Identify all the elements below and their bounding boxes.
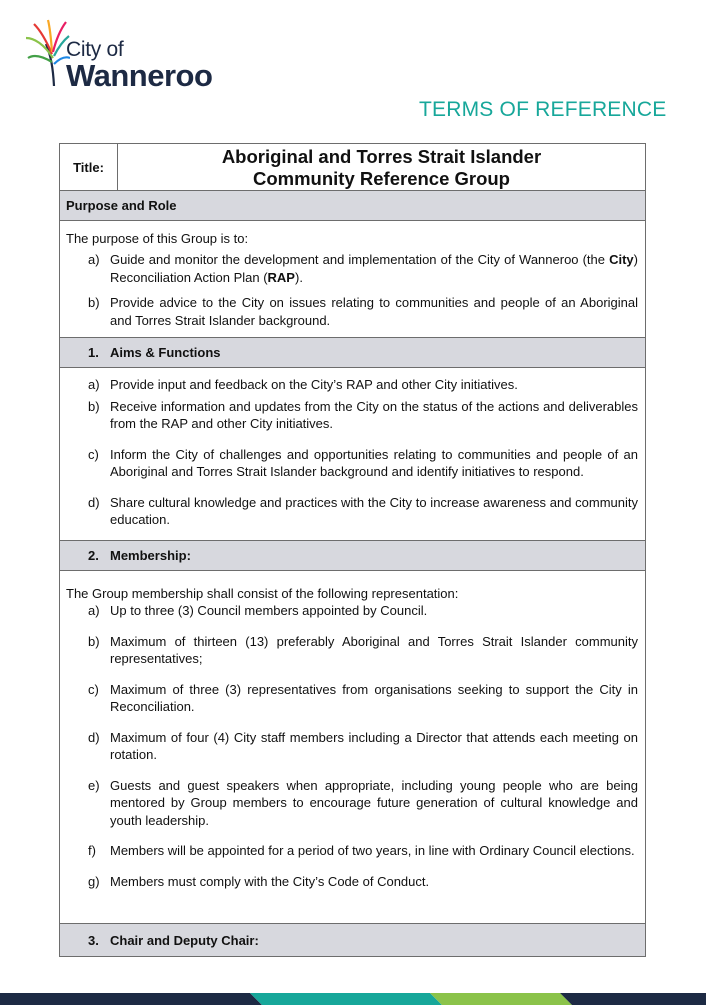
list-marker: c) [88, 681, 99, 697]
chair-heading [60, 924, 646, 957]
list-item [66, 376, 638, 394]
section-number: 2. [88, 548, 99, 563]
list-item [66, 777, 638, 830]
aims-heading [60, 338, 646, 368]
list-marker: d) [88, 494, 100, 510]
section-title: Membership: [110, 548, 191, 563]
list-item [66, 494, 638, 529]
list-item [66, 602, 638, 620]
purpose-intro: The purpose of this Group is to: [66, 231, 249, 246]
group-title [118, 144, 646, 191]
list-marker: b) [88, 295, 100, 310]
item-text: Guests and guest speakers when appropriate, including young people who are being mentored by Group members to encourage future generation of cultural knowledge and youth leadership. [110, 777, 638, 828]
list-item [66, 398, 638, 433]
list-marker: e) [88, 777, 100, 793]
aims-list [66, 376, 638, 529]
group-title-line2: Community Reference Group [253, 168, 510, 189]
logo-city-of-text: City of [66, 38, 124, 61]
purpose-section [60, 221, 646, 338]
item-text: Provide input and feedback on the City’s RAP and other City initiatives. [110, 377, 518, 392]
purpose-list [66, 251, 638, 329]
membership-intro: The Group membership shall consist of the following representation: [66, 586, 459, 601]
membership-section [60, 571, 646, 924]
list-marker: g) [88, 873, 100, 889]
section-number: 3. [88, 932, 99, 948]
item-text: Receive information and updates from the City on the status of the actions and deliverables from the RAP and other City initiatives. [110, 398, 638, 431]
item-text: Share cultural knowledge and practices with the City to increase awareness and community education. [110, 494, 638, 527]
list-marker: d) [88, 729, 100, 745]
list-marker: f) [88, 843, 96, 858]
section-title: Chair and Deputy Chair: [110, 932, 259, 948]
list-item [66, 294, 638, 329]
list-marker: c) [88, 446, 99, 462]
item-bold-term: City [609, 252, 634, 267]
aims-section [60, 368, 646, 541]
document-type-heading: TERMS OF REFERENCE [419, 98, 667, 121]
item-text: ). [294, 269, 303, 285]
membership-heading [60, 541, 646, 571]
section-number: 1. [88, 345, 99, 360]
item-bold-term: RAP [267, 269, 295, 285]
item-text: Up to three (3) Council members appointed by Council. [110, 603, 428, 618]
list-marker: b) [88, 398, 100, 414]
terms-of-reference-table [59, 143, 646, 957]
logo-wanneroo-text: Wanneroo [66, 58, 213, 93]
grass-tree-logo-icon [24, 18, 70, 88]
purpose-heading: Purpose and Role [60, 191, 646, 221]
list-item [66, 729, 638, 764]
group-title-line1: Aboriginal and Torres Strait Islander [221, 146, 542, 167]
item-text: Maximum of three (3) representatives from organisations seeking to support the City in Reconciliation. [110, 681, 638, 714]
title-row [60, 144, 646, 191]
list-marker: a) [88, 377, 100, 392]
item-text: Members must comply with the City’s Code of Conduct. [110, 873, 430, 889]
item-text: Maximum of thirteen (13) preferably Aboriginal and Torres Strait Islander community representatives; [110, 633, 638, 666]
item-text: Guide and monitor the development and implementation of the City of Wanneroo (the [110, 252, 610, 267]
list-marker: b) [88, 633, 100, 649]
list-marker: a) [88, 252, 100, 267]
list-item [66, 633, 638, 668]
item-text: Inform the City of challenges and opportunities relating to communities and people of an Aboriginal and Torres Strait Islander background and identify initiatives to respond. [110, 446, 638, 479]
item-text: Maximum of four (4) City staff members including a Director that attends each meeting on rotation. [110, 729, 638, 762]
section-title: Aims & Functions [110, 345, 221, 360]
list-marker: a) [88, 603, 100, 618]
footer-decorative-band [0, 993, 706, 1005]
item-text: ) Reconciliation Action Plan ( [110, 252, 638, 285]
city-of-wanneroo-logo [24, 18, 239, 96]
list-item [66, 681, 638, 716]
membership-list [66, 602, 638, 890]
item-text: Provide advice to the City on issues relating to communities and people of an Aboriginal and Torres Strait Islander background. [110, 295, 638, 328]
list-item [66, 842, 638, 860]
list-item [66, 251, 638, 286]
list-item [66, 446, 638, 481]
list-item [66, 873, 638, 891]
item-text: Members will be appointed for a period of two years, in line with Ordinary Council elections. [110, 843, 635, 858]
title-label: Title: [60, 144, 118, 191]
